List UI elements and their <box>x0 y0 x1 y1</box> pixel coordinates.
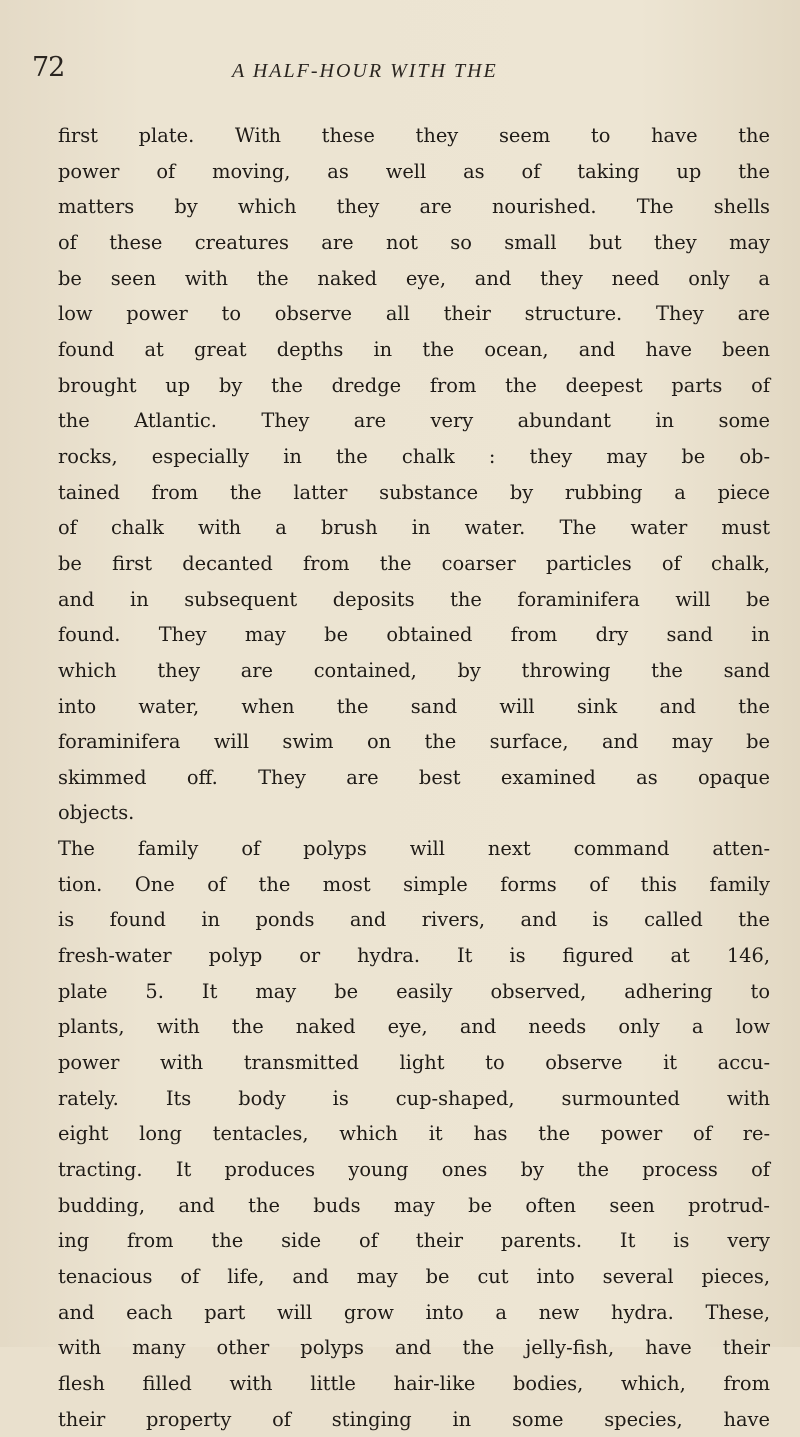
text-line: and in subsequent deposits the foraminifera will be <box>58 587 770 611</box>
text-line: the Atlantic. They are very abundant in some <box>58 409 770 433</box>
running-head: A HALF-HOUR WITH THE <box>232 60 498 82</box>
text-line: ing from the side of their parents. It is very <box>58 1229 770 1253</box>
text-line: skimmed off. They are best examined as opaque <box>58 765 770 789</box>
text-line: rocks, especially in the chalk : they may be ob- <box>58 444 770 468</box>
text-line: foraminifera will swim on the surface, and may be <box>58 730 770 754</box>
text-line: found at great depths in the ocean, and have been <box>58 337 770 361</box>
text-line: and each part will grow into a new hydra. These, <box>58 1300 770 1324</box>
text-line: low power to observe all their structure. They are <box>58 302 770 326</box>
text-line: first plate. With these they seem to have the <box>58 124 770 147</box>
text-line: tenacious of life, and may be cut into several pieces, <box>58 1265 770 1288</box>
text-line: plate 5. It may be easily observed, adhering to <box>58 979 770 1003</box>
page-header <box>0 48 800 88</box>
text-line: eight long tentacles, which it has the power of re- <box>58 1122 770 1146</box>
text-line: objects. <box>58 801 135 825</box>
text-line: budding, and the buds may be often seen protrud- <box>58 1193 770 1217</box>
text-line: their property of stinging in some species, have <box>58 1407 770 1431</box>
text-line: power of moving, as well as of taking up the <box>58 159 770 183</box>
text-line: found. They may be obtained from dry sand in <box>58 623 770 647</box>
text-line: tion. One of the most simple forms of this family <box>58 872 770 896</box>
text-line: which they are contained, by throwing the sand <box>58 658 770 682</box>
text-line: matters by which they are nourished. The shells <box>58 195 770 219</box>
text-line: brought up by the dredge from the deepest parts of <box>58 373 770 397</box>
text-line: of chalk with a brush in water. The water must <box>58 516 770 540</box>
text-line: into water, when the sand will sink and the <box>58 694 770 718</box>
text-line: fresh-water polyp or hydra. It is figured at 146, <box>58 944 770 968</box>
text-line: rately. Its body is cup-shaped, surmounted with <box>58 1086 770 1110</box>
text-line: be first decanted from the coarser particles of chalk, <box>58 551 770 575</box>
text-line: power with transmitted light to observe it accu- <box>58 1051 770 1075</box>
text-line: plants, with the naked eye, and needs only a low <box>58 1015 770 1039</box>
text-line: tracting. It produces young ones by the process of <box>58 1158 770 1182</box>
text-line: of these creatures are not so small but they may <box>58 230 770 254</box>
text-line: flesh filled with little hair-like bodies, which, from <box>58 1371 770 1395</box>
text-line: be seen with the naked eye, and they need only a <box>58 266 770 290</box>
text-line: is found in ponds and rivers, and is called the <box>58 908 770 932</box>
body-text <box>58 118 770 1437</box>
text-line: tained from the latter substance by rubbing a piece <box>58 480 770 504</box>
page-number: 72 <box>32 52 65 83</box>
text-line: with many other polyps and the jelly-fish, have their <box>58 1336 770 1360</box>
text-line: The family of polyps will next command atten- <box>58 837 770 861</box>
